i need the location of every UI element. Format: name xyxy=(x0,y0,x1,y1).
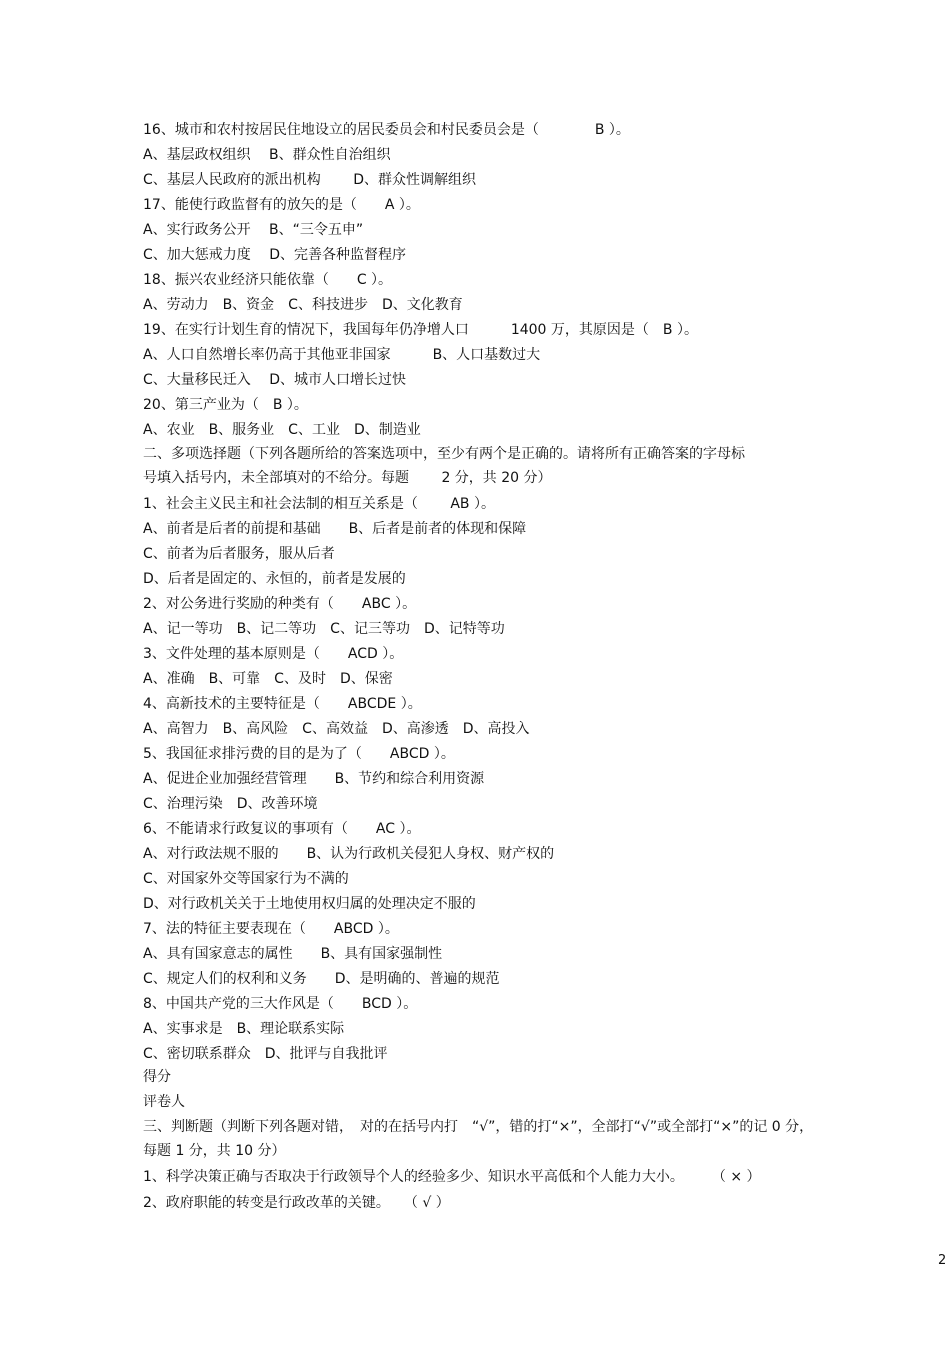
text-line: 18、振兴农业经济只能依靠（ C ）。 xyxy=(143,272,393,288)
text-line: 4、高新技术的主要特征是（ ABCDE ）。 xyxy=(143,696,422,712)
text-line: 3、文件处理的基本原则是（ ACD ）。 xyxy=(143,646,404,662)
page-number: 2 xyxy=(938,1253,947,1268)
text-line: C、基层人民政府的派出机构 D、群众性调解组织 xyxy=(143,172,477,188)
text-line: D、对行政机关关于土地使用权归属的处理决定不服的 xyxy=(143,896,476,912)
score-label: 得分 xyxy=(143,1069,171,1085)
text-line: 每题 1 分，共 10 分） xyxy=(143,1143,286,1159)
text-line: 1、社会主义民主和社会法制的相互关系是（ AB ）。 xyxy=(143,496,495,512)
text-line: A、准确 B、可靠 C、及时 D、保密 xyxy=(143,671,393,687)
text-line: C、密切联系群众 D、批评与自我批评 xyxy=(143,1046,388,1062)
text-line: C、对国家外交等国家行为不满的 xyxy=(143,871,349,887)
text-line: A、人口自然增长率仍高于其他亚非国家 B、人口基数过大 xyxy=(143,347,541,363)
text-line: 20、第三产业为（ B ）。 xyxy=(143,397,308,413)
text-line: A、农业 B、服务业 C、工业 D、制造业 xyxy=(143,422,421,438)
text-line: A、促进企业加强经营管理 B、节约和综合利用资源 xyxy=(143,771,485,787)
text-line: 号填入括号内，未全部填对的不给分。每题 2 分，共 20 分） xyxy=(143,470,552,486)
text-line: 1、科学决策正确与否取决于行政领导个人的经验多少、知识水平高低和个人能力大小。 （ × ） xyxy=(143,1169,761,1185)
text-line: 6、不能请求行政复议的事项有（ AC ）。 xyxy=(143,821,421,837)
text-line: 2、政府职能的转变是行政改革的关键。 （ √ ） xyxy=(143,1195,450,1211)
text-line: C、规定人们的权利和义务 D、是明确的、普遍的规范 xyxy=(143,971,500,987)
text-line: C、治理污染 D、改善环境 xyxy=(143,796,318,812)
grader-label: 评卷人 xyxy=(143,1094,185,1110)
text-line: A、实行政务公开 B、“三令五申” xyxy=(143,222,364,238)
text-line: A、劳动力 B、资金 C、科技进步 D、文化教育 xyxy=(143,297,463,313)
text-line: A、实事求是 B、理论联系实际 xyxy=(143,1021,345,1037)
text-line: 7、法的特征主要表现在（ ABCD ）。 xyxy=(143,921,399,937)
text-line: C、大量移民迁入 D、城市人口增长过快 xyxy=(143,372,407,388)
text-line: 19、在实行计划生育的情况下，我国每年仍净增人口 1400 万，其原因是（ B ）。 xyxy=(143,322,698,338)
text-line: C、加大惩戒力度 D、完善各种监督程序 xyxy=(143,247,407,263)
text-line: A、高智力 B、高风险 C、高效益 D、高渗透 D、高投入 xyxy=(143,721,530,737)
text-line: A、记一等功 B、记二等功 C、记三等功 D、记特等功 xyxy=(143,621,505,637)
text-line: A、前者是后者的前提和基础 B、后者是前者的体现和保障 xyxy=(143,521,527,537)
text-line: A、具有国家意志的属性 B、具有国家强制性 xyxy=(143,946,443,962)
text-line: D、后者是固定的、永恒的，前者是发展的 xyxy=(143,571,406,587)
text-line: 5、我国征求排污费的目的是为了（ ABCD ）。 xyxy=(143,746,455,762)
text-line: 8、中国共产党的三大作风是（ BCD ）。 xyxy=(143,996,418,1012)
text-line: 三、判断题（判断下列各题对错， 对的在括号内打 “√”，错的打“×”，全部打“√”或全部打“×”的记 0 分， xyxy=(143,1119,814,1135)
text-line: 二、多项选择题（下列各题所给的答案选项中，至少有两个是正确的。请将所有正确答案的字母标 xyxy=(143,446,745,462)
text-line: 17、能使行政监督有的放矢的是（ A ）。 xyxy=(143,197,420,213)
text-line: 16、城市和农村按居民住地设立的居民委员会和村民委员会是（ B ）。 xyxy=(143,122,630,138)
text-line: 2、对公务进行奖励的种类有（ ABC ）。 xyxy=(143,596,417,612)
text-line: C、前者为后者服务，服从后者 xyxy=(143,546,335,562)
text-line: A、对行政法规不服的 B、认为行政机关侵犯人身权、财产权的 xyxy=(143,846,555,862)
text-line: A、基层政权组织 B、群众性自治组织 xyxy=(143,147,391,163)
